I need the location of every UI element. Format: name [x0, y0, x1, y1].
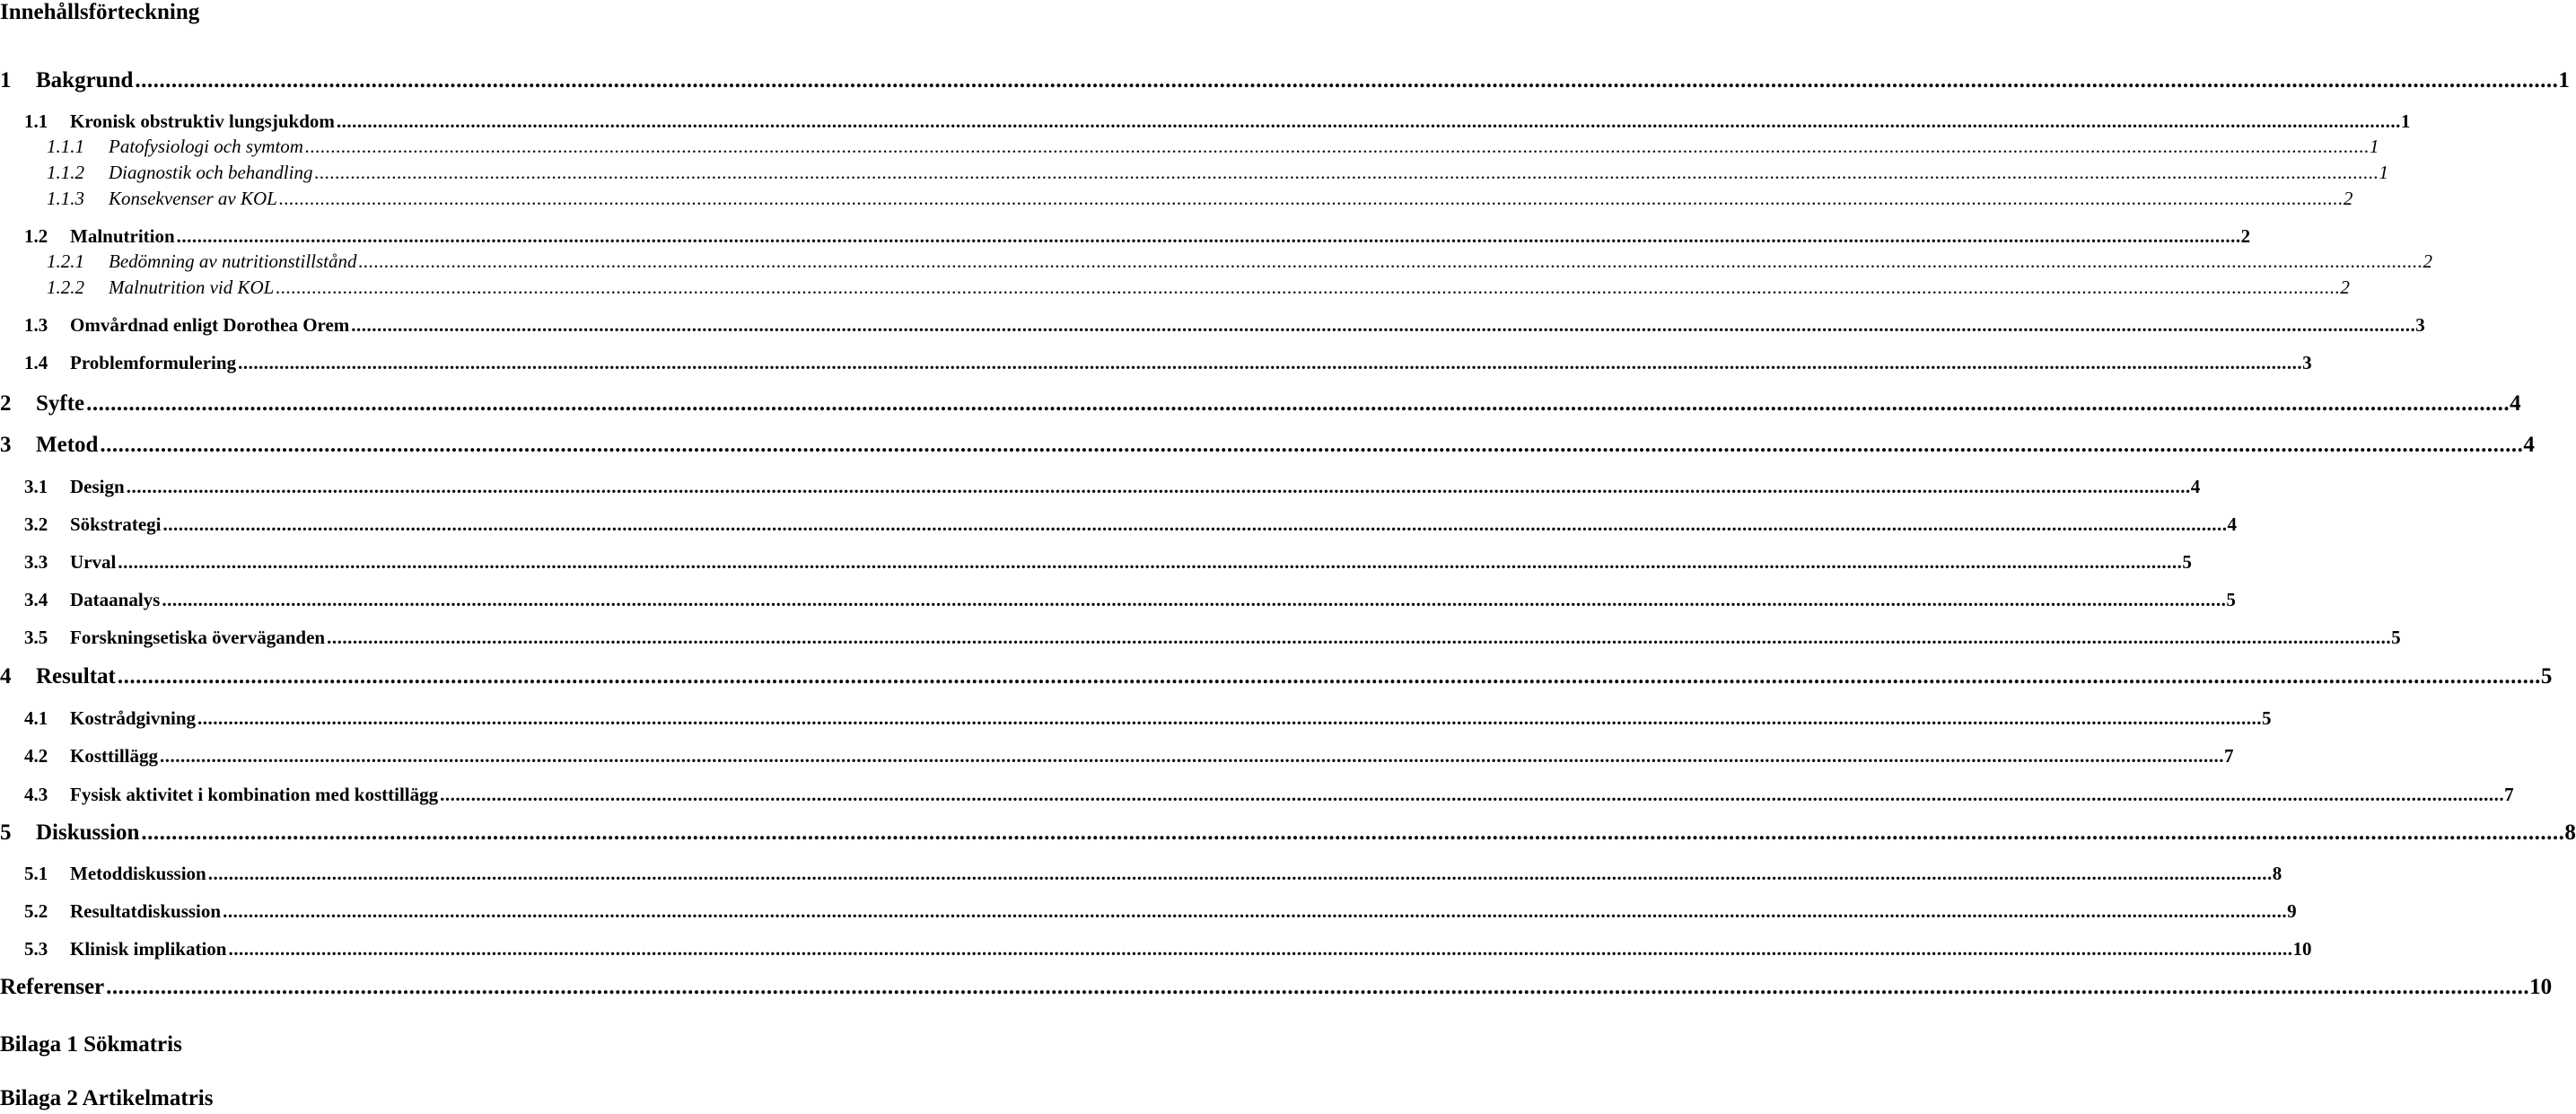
toc-entry-page: 10 [2292, 938, 2312, 960]
toc-entry-number: 4.1 [24, 707, 48, 729]
toc-entry-title: Resultatdiskussion [70, 900, 222, 922]
toc-entry-number: 1.1.1 [47, 136, 84, 157]
toc-entry-resultatdiskussion[interactable] [0, 892, 2297, 923]
toc-entry-number: 5.1 [24, 863, 48, 884]
toc-entry-title: Bedömning av nutritionstillstånd [109, 250, 357, 272]
toc-entry-page: 5 [2540, 664, 2553, 689]
toc-entry-page: 8 [2564, 820, 2576, 845]
toc-entry-kosttillagg[interactable] [0, 737, 2234, 768]
toc-entry-page: 1 [2379, 162, 2388, 183]
toc-entry-title: Forskningsetiska överväganden [70, 627, 326, 648]
toc-entry-page: 4 [2510, 391, 2521, 416]
toc-entry-title: Omvårdnad enligt Dorothea Orem [70, 314, 350, 336]
toc-entry-title: Malnutrition vid KOL [109, 276, 275, 298]
toc-entry-page: 5 [2262, 707, 2272, 729]
toc-entry-forskningsetiska-overvaganden[interactable] [0, 618, 2401, 649]
toc-entry-title: Konsekvenser av KOL [109, 188, 277, 209]
toc-dot-leader: ................................................................................................................................................................................................................................................................................................................................................................................................................ [238, 352, 2303, 373]
toc-entry-title: Urval [70, 551, 117, 573]
toc-entry-title: Kronisk obstruktiv lungsjukdom [70, 110, 335, 132]
toc-dot-leader: ................................................................................................................................................................................................................................................................................................................................................................................................................ [160, 745, 2224, 767]
toc-entry-title: Patofysiologi och symtom [109, 136, 303, 157]
toc-entry-page: 5 [2226, 589, 2236, 610]
toc-entry-number: 4.2 [24, 745, 48, 767]
toc-dot-leader: ................................................................................................................................................................................................................................................................................................................................................................................................................ [126, 476, 2191, 497]
toc-entry-number: 3 [0, 433, 12, 457]
toc-dot-leader: ................................................................................................................................................................................................................................................................................................................................................................................................................ [207, 863, 2273, 884]
toc-dot-leader: ................................................................................................................................................................................................................................................................................................................................................................................................................ [141, 820, 2565, 845]
toc-entry-dataanalys[interactable] [0, 581, 2236, 611]
toc-entry-title: Metoddiskussion [70, 863, 206, 884]
toc-dot-leader: ................................................................................................................................................................................................................................................................................................................................................................................................................ [304, 136, 2370, 157]
toc-dot-leader: ................................................................................................................................................................................................................................................................................................................................................................................................................ [197, 707, 2263, 729]
appendix-sokmatris[interactable] [0, 1027, 862, 1057]
toc-entry-number: 2 [0, 391, 12, 416]
toc-entry-title: Design [70, 476, 125, 497]
toc-entry-page: 3 [2415, 314, 2425, 336]
toc-entry-number: 1.2.2 [47, 276, 84, 298]
toc-entry-page: 9 [2287, 900, 2297, 922]
toc-entry-page: 5 [2182, 551, 2192, 573]
toc-dot-leader: ................................................................................................................................................................................................................................................................................................................................................................................................................ [176, 225, 2241, 247]
toc-dot-leader: ................................................................................................................................................................................................................................................................................................................................................................................................................ [162, 513, 2228, 535]
toc-dot-leader: ................................................................................................................................................................................................................................................................................................................................................................................................................ [440, 784, 2505, 805]
toc-entry-metoddiskussion[interactable] [0, 855, 2282, 885]
toc-entry-design[interactable] [0, 468, 2201, 498]
toc-dot-leader: ................................................................................................................................................................................................................................................................................................................................................................................................................ [228, 938, 2293, 960]
toc-entry-title: Sökstrategi [70, 513, 162, 535]
toc-entry-number: 3.1 [24, 476, 48, 497]
toc-entry-number: 5.2 [24, 900, 48, 922]
toc-entry-klinisk-implikation[interactable] [0, 930, 2312, 960]
toc-entry-title: Diagnostik och behandling [109, 162, 313, 183]
toc-entry-malnutrition-vid-kol[interactable] [0, 268, 2350, 299]
toc-entry-bakgrund[interactable] [0, 63, 2570, 93]
toc-entry-page: 2 [2343, 188, 2353, 209]
toc-entry-title: Bakgrund [36, 68, 134, 92]
toc-entry-number: 4.3 [24, 784, 48, 805]
toc-entry-page: 10 [2529, 975, 2553, 999]
toc-entry-number: 5 [0, 820, 12, 845]
toc-entry-page: 5 [2391, 627, 2401, 648]
toc-dot-leader: ................................................................................................................................................................................................................................................................................................................................................................................................................ [100, 433, 2524, 457]
toc-dot-leader: ................................................................................................................................................................................................................................................................................................................................................................................................................ [106, 975, 2530, 999]
toc-entry-title: Kostrådgivning [70, 707, 197, 729]
toc-entry-page: 2 [2340, 276, 2350, 298]
toc-entry-page: 4 [2523, 433, 2535, 457]
toc-entry-title: Dataanalys [70, 589, 161, 610]
toc-heading: Innehållsförteckning [0, 0, 200, 24]
appendix-artikelmatris[interactable] [0, 1081, 862, 1111]
toc-entry-page: 2 [2240, 225, 2251, 247]
toc-entry-fysisk-aktivitet[interactable] [0, 776, 2514, 806]
appendix-title: Bilaga 1 Sökmatris [0, 1032, 182, 1057]
toc-entry-page: 8 [2272, 863, 2282, 884]
toc-entry-title: Fysisk aktivitet i kombination med kosttillägg [70, 784, 439, 805]
toc-entry-page: 4 [2227, 513, 2237, 535]
toc-entry-number: 1.2 [24, 225, 48, 247]
toc-entry-number: 3.5 [24, 627, 48, 648]
toc-entry-syfte[interactable] [0, 386, 2521, 417]
toc-entry-page: 3 [2302, 352, 2312, 373]
toc-entry-title: Referenser [0, 975, 105, 999]
toc-entry-number: 1.4 [24, 352, 48, 373]
toc-entry-omvardnad-enligt-dorothea-orem[interactable] [0, 306, 2425, 337]
toc-entry-number: 5.3 [24, 938, 48, 960]
toc-entry-number: 3.4 [24, 589, 48, 610]
toc-entry-number: 1.1 [24, 110, 48, 132]
toc-dot-leader: ................................................................................................................................................................................................................................................................................................................................................................................................................ [86, 391, 2510, 416]
toc-dot-leader: ................................................................................................................................................................................................................................................................................................................................................................................................................ [278, 188, 2344, 209]
toc-entry-page: 4 [2190, 476, 2201, 497]
toc-entry-title: Malnutrition [70, 225, 175, 247]
toc-entry-number: 1.1.2 [47, 162, 84, 183]
toc-entry-page: 7 [2224, 745, 2234, 767]
toc-entry-title: Diskussion [36, 820, 140, 845]
toc-entry-title: Syfte [36, 391, 85, 416]
toc-dot-leader: ................................................................................................................................................................................................................................................................................................................................................................................................................ [223, 900, 2288, 922]
toc-entry-title: Resultat [36, 664, 116, 689]
toc-entry-number: 3.3 [24, 551, 48, 573]
appendix-title: Bilaga 2 Artikelmatris [0, 1086, 214, 1110]
toc-entry-page: 1 [2558, 68, 2570, 92]
toc-entry-problemformulering[interactable] [0, 344, 2312, 374]
toc-entry-number: 3.2 [24, 513, 48, 535]
toc-entry-kostradgivning[interactable] [0, 699, 2272, 730]
toc-dot-leader: ................................................................................................................................................................................................................................................................................................................................................................................................................ [117, 664, 2541, 689]
toc-dot-leader: ................................................................................................................................................................................................................................................................................................................................................................................................................ [276, 276, 2341, 298]
toc-entry-number: 1.2.1 [47, 250, 84, 272]
toc-entry-metod[interactable] [0, 427, 2535, 458]
toc-entry-konsekvenser-av-kol[interactable] [0, 180, 2353, 210]
toc-entry-number: 1 [0, 68, 12, 92]
toc-entry-diskussion[interactable] [0, 815, 2576, 846]
toc-dot-leader: ................................................................................................................................................................................................................................................................................................................................................................................................................ [336, 110, 2401, 132]
toc-dot-leader: ................................................................................................................................................................................................................................................................................................................................................................................................................ [351, 314, 2416, 336]
toc-entry-number: 1.3 [24, 314, 48, 336]
toc-entry-title: Klinisk implikation [70, 938, 227, 960]
toc-entry-page: 7 [2504, 784, 2514, 805]
toc-entry-referenser[interactable] [0, 969, 2553, 1000]
toc-dot-leader: ................................................................................................................................................................................................................................................................................................................................................................................................................ [135, 68, 2559, 92]
toc-entry-number: 1.1.3 [47, 188, 84, 209]
toc-entry-title: Problemformulering [70, 352, 237, 373]
toc-entry-title: Metod [36, 433, 99, 457]
toc-dot-leader: ................................................................................................................................................................................................................................................................................................................................................................................................................ [162, 589, 2227, 610]
toc-entry-sokstrategi[interactable] [0, 505, 2237, 536]
toc-dot-leader: ................................................................................................................................................................................................................................................................................................................................................................................................................ [358, 250, 2423, 272]
toc-entry-title: Kosttillägg [70, 745, 158, 767]
toc-entry-number: 4 [0, 664, 12, 689]
toc-entry-page: 2 [2423, 250, 2432, 272]
toc-dot-leader: ................................................................................................................................................................................................................................................................................................................................................................................................................ [327, 627, 2392, 648]
toc-entry-page: 1 [2369, 136, 2379, 157]
toc-dot-leader: ................................................................................................................................................................................................................................................................................................................................................................................................................ [118, 551, 2183, 573]
toc-entry-resultat[interactable] [0, 659, 2553, 689]
toc-entry-urval[interactable] [0, 543, 2192, 574]
toc-dot-leader: ................................................................................................................................................................................................................................................................................................................................................................................................................ [314, 162, 2379, 183]
toc-entry-page: 1 [2400, 110, 2411, 132]
